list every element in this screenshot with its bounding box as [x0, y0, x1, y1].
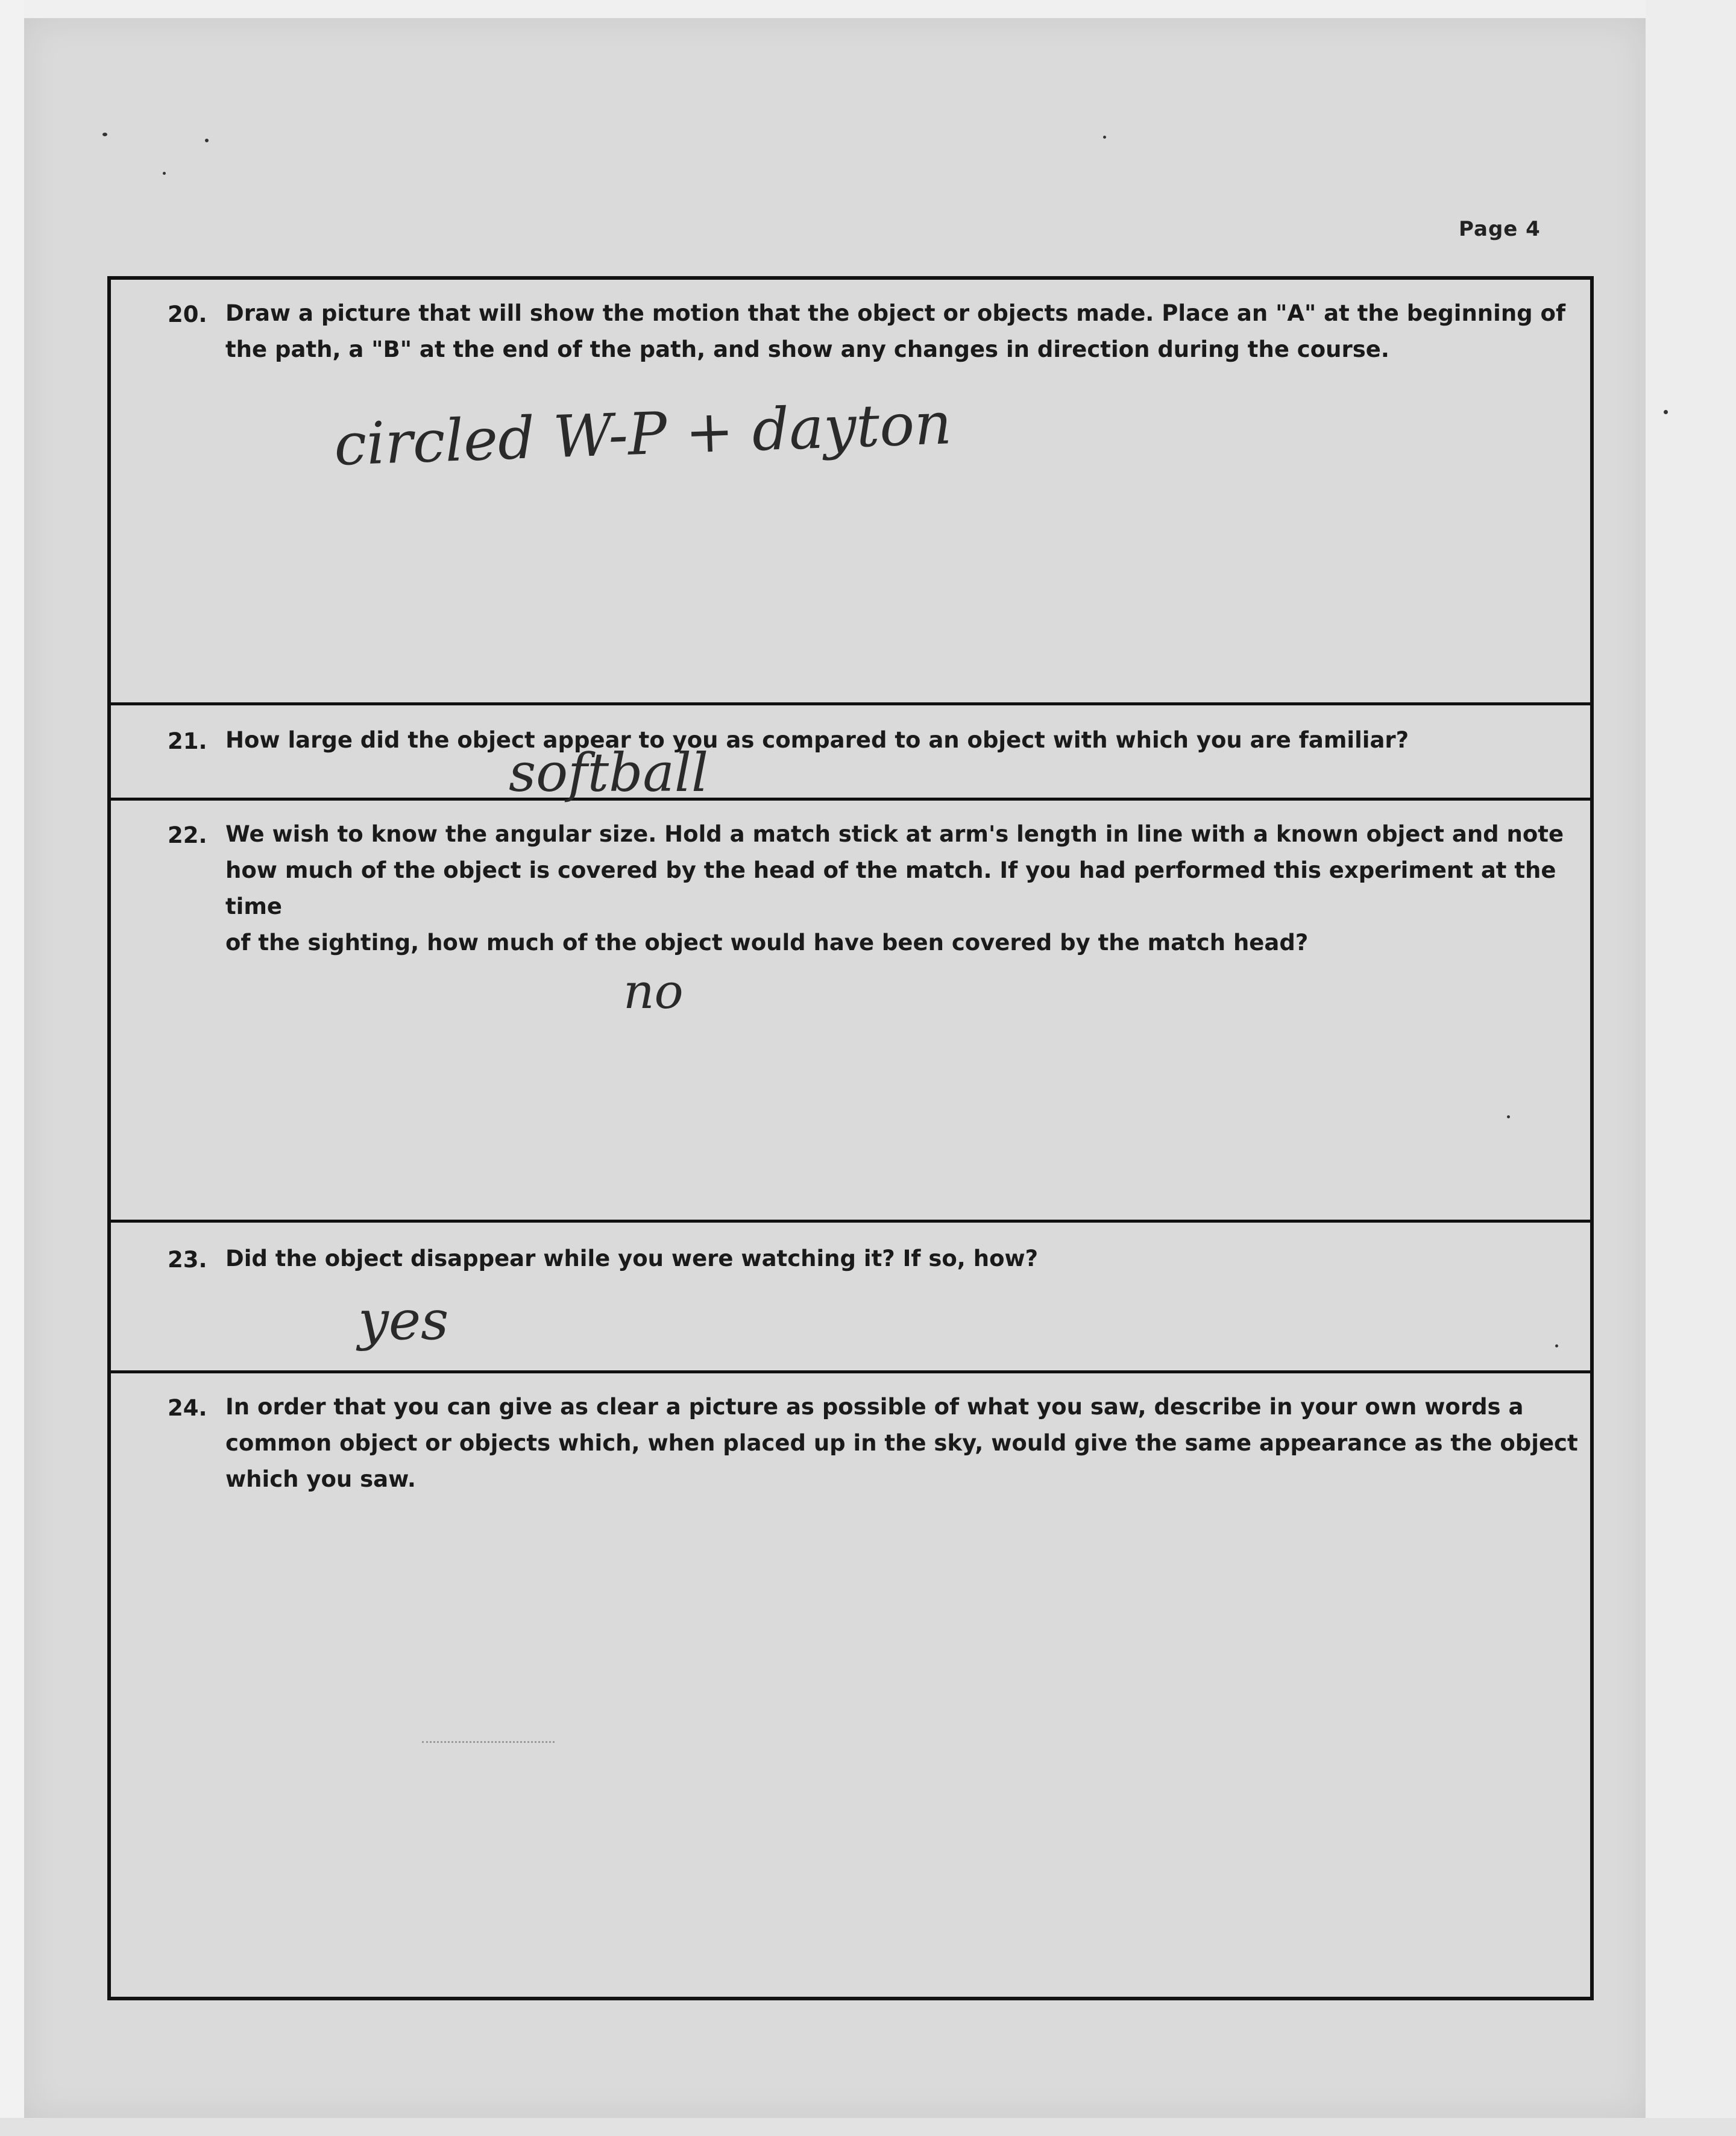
speck	[1664, 410, 1668, 414]
question-number: 22.	[168, 822, 207, 848]
scan-border-left	[0, 0, 24, 2136]
question-20-section	[111, 280, 1590, 705]
scan-border-top	[0, 0, 1736, 18]
faint-dotted-line	[422, 1741, 555, 1743]
speck	[1103, 136, 1106, 139]
scan-border-right	[1646, 0, 1736, 2136]
question-21-section	[111, 705, 1590, 804]
handwritten-answer: softball	[509, 742, 709, 804]
question-text: In order that you can give as clear a picture as possible of what you saw, describe in your own words a common object or objects which, when placed up in the sky, would give the same appearance as the object which you saw.	[225, 1394, 1578, 1492]
questionnaire-form	[107, 276, 1594, 2000]
handwritten-answer: circled W-P + dayton	[333, 389, 953, 479]
scan-border-bottom	[0, 2118, 1736, 2136]
speck	[102, 133, 107, 136]
question-text: We wish to know the angular size. Hold a match stick at arm's length in line with a known object and note how much of the object is covered by the head of the match. If you had performed this experiment at the time of the sighting, how much of the object would have been covered by the match head?	[225, 821, 1564, 956]
speck	[205, 139, 209, 142]
speck	[163, 172, 166, 175]
question-text: Draw a picture that will show the motion that the object or objects made. Place an "A" at the beginning of the path, a "B" at the end of the path, and show any changes in direction during the course.	[225, 300, 1566, 362]
question-24-section	[111, 1373, 1590, 1997]
question-23-section	[111, 1223, 1590, 1373]
question-number: 24.	[168, 1395, 207, 1421]
handwritten-answer: yes	[358, 1289, 449, 1352]
question-number: 23.	[168, 1247, 207, 1273]
page-number: Page 4	[1459, 217, 1541, 241]
question-number: 20.	[168, 301, 207, 327]
question-text: How large did the object appear to you as compared to an object with which you are familiar?	[225, 727, 1409, 753]
question-number: 21.	[168, 728, 207, 754]
question-text: Did the object disappear while you were watching it? If so, how?	[225, 1246, 1039, 1271]
handwritten-answer: no	[623, 963, 684, 1019]
question-22-section	[111, 801, 1590, 1223]
